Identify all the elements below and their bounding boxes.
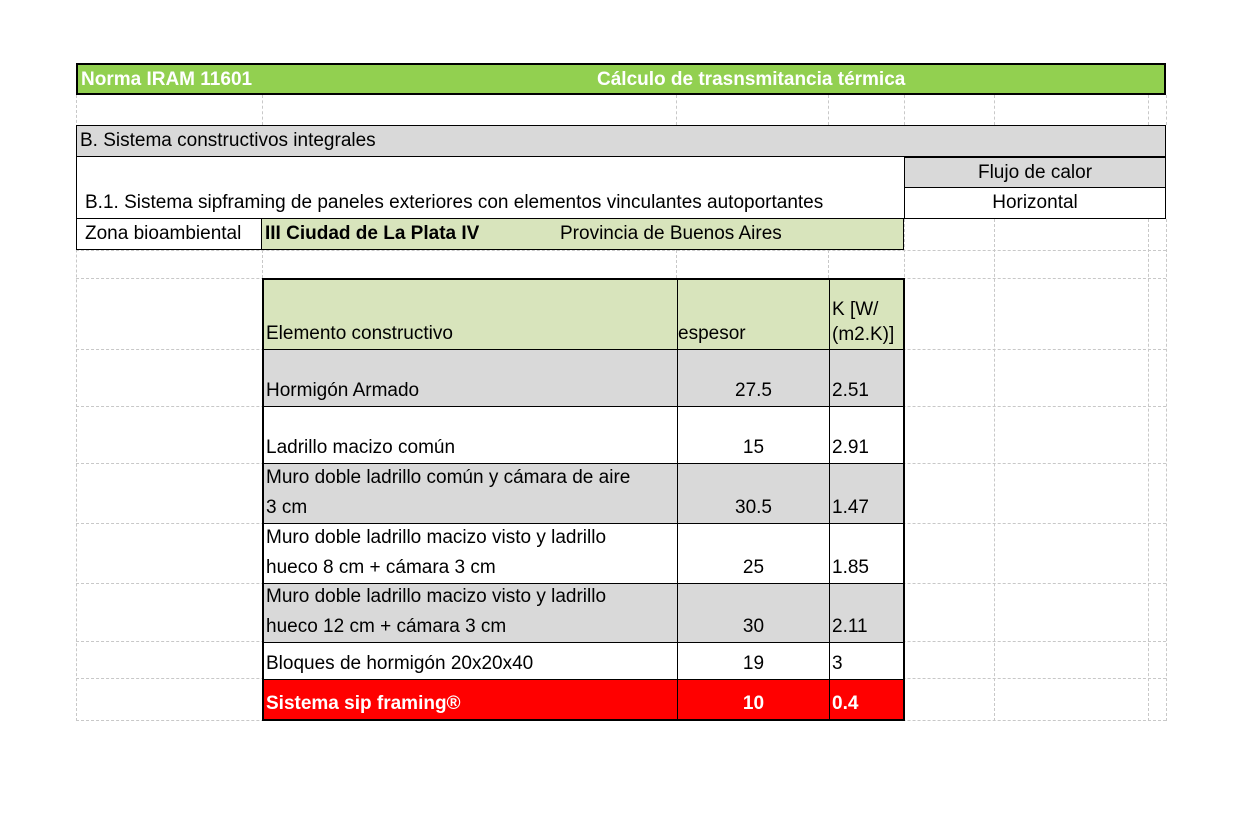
gridline <box>1148 95 1149 125</box>
row-espesor[interactable] <box>678 407 830 463</box>
row-espesor[interactable] <box>678 350 830 406</box>
row-k-text: 1.85 <box>832 557 869 578</box>
flujo-value[interactable]: Horizontal <box>904 188 1166 219</box>
row-k-text: 2.11 <box>832 616 868 637</box>
highlight-elemento[interactable] <box>264 680 678 719</box>
gridline <box>76 250 1166 251</box>
gridline <box>1166 219 1167 721</box>
row-espesor-text: 25 <box>742 557 765 578</box>
row-elemento-text: Ladrillo macizo común <box>266 437 456 458</box>
row-k-text: 3 <box>832 653 843 674</box>
row-elemento-text: Bloques de hormigón 20x20x40 <box>266 653 534 674</box>
highlight-espesor-text: 10 <box>742 693 765 714</box>
gridline <box>828 95 829 125</box>
zona-province: Provincia de Buenos Aires <box>560 223 782 244</box>
gridline <box>994 95 995 125</box>
header-elemento[interactable] <box>264 280 678 349</box>
row-elemento-line1: Muro doble ladrillo macizo visto y ladrillo <box>266 527 607 548</box>
row-espesor[interactable] <box>678 643 830 679</box>
highlight-elemento-text: Sistema sip framing® <box>266 693 461 714</box>
row-elemento[interactable] <box>264 524 678 583</box>
transmitance-table <box>262 278 905 721</box>
row-k[interactable] <box>830 524 903 583</box>
table-row <box>264 464 903 524</box>
row-espesor[interactable] <box>678 524 830 583</box>
header-k-line1: K [W/ <box>832 299 879 320</box>
row-espesor-text: 30 <box>742 616 765 637</box>
zona-label[interactable]: Zona bioambiental <box>76 219 262 250</box>
row-elemento-line2: hueco 8 cm + cámara 3 cm <box>266 557 496 578</box>
header-espesor-text: espesor <box>678 323 746 344</box>
row-espesor-text: 15 <box>742 437 765 458</box>
highlight-espesor[interactable] <box>678 680 830 719</box>
row-k-text: 2.91 <box>832 437 869 458</box>
highlight-k[interactable] <box>830 680 903 719</box>
row-elemento-line1: Muro doble ladrillo común y cámara de aire <box>266 467 631 488</box>
gridline <box>994 219 995 721</box>
header-k-line2: (m2.K)] <box>832 324 895 345</box>
zona-value-cell[interactable] <box>262 219 904 250</box>
row-espesor-text: 27.5 <box>735 380 772 401</box>
header-k[interactable] <box>830 280 903 349</box>
row-elemento[interactable] <box>264 407 678 463</box>
row-k[interactable] <box>830 643 903 679</box>
row-k[interactable] <box>830 350 903 406</box>
row-elemento[interactable] <box>264 350 678 406</box>
header-elemento-text: Elemento constructivo <box>266 323 453 344</box>
norma-label[interactable]: Norma IRAM 11601 <box>81 69 253 90</box>
gridline <box>904 95 905 125</box>
page-title[interactable]: Cálculo de trasnsmitancia térmica <box>597 69 906 90</box>
header-bar <box>76 63 1166 95</box>
row-espesor[interactable] <box>678 464 830 523</box>
row-elemento-line2: hueco 12 cm + cámara 3 cm <box>266 616 507 637</box>
table-header-row <box>264 280 903 350</box>
row-k-text: 1.47 <box>832 497 869 518</box>
section-b-title[interactable]: B. Sistema constructivos integrales <box>76 125 1166 157</box>
highlight-k-text: 0.4 <box>832 693 859 714</box>
row-elemento-text: Hormigón Armado <box>266 380 420 401</box>
zona-city: III Ciudad de La Plata IV <box>265 223 480 244</box>
gridline <box>1166 95 1167 125</box>
table-row <box>264 524 903 584</box>
table-row-highlight <box>264 680 903 719</box>
gridline <box>676 95 677 125</box>
row-k[interactable] <box>830 407 903 463</box>
row-espesor-text: 30.5 <box>735 497 772 518</box>
row-espesor-text: 19 <box>742 653 765 674</box>
gridline <box>676 250 677 278</box>
row-elemento[interactable] <box>264 643 678 679</box>
row-k[interactable] <box>830 464 903 523</box>
table-row <box>264 350 903 407</box>
table-row <box>264 643 903 680</box>
gridline <box>262 95 263 125</box>
row-elemento[interactable] <box>264 584 678 642</box>
table-row <box>264 407 903 464</box>
row-espesor[interactable] <box>678 584 830 642</box>
gridline <box>262 250 263 278</box>
flujo-label[interactable]: Flujo de calor <box>904 157 1166 188</box>
table-row <box>264 584 903 643</box>
row-k-text: 2.51 <box>832 380 869 401</box>
row-elemento-line1: Muro doble ladrillo macizo visto y ladrillo <box>266 586 607 607</box>
section-b1-title: B.1. Sistema sipframing de paneles exteriores con elementos vinculantes autoportantes <box>85 192 824 213</box>
gridline <box>1148 219 1149 721</box>
row-elemento-line2: 3 cm <box>266 497 308 518</box>
gridline <box>828 250 829 278</box>
header-espesor[interactable] <box>678 280 830 349</box>
section-b1-cell[interactable] <box>76 157 904 219</box>
row-elemento[interactable] <box>264 464 678 523</box>
row-k[interactable] <box>830 584 903 642</box>
